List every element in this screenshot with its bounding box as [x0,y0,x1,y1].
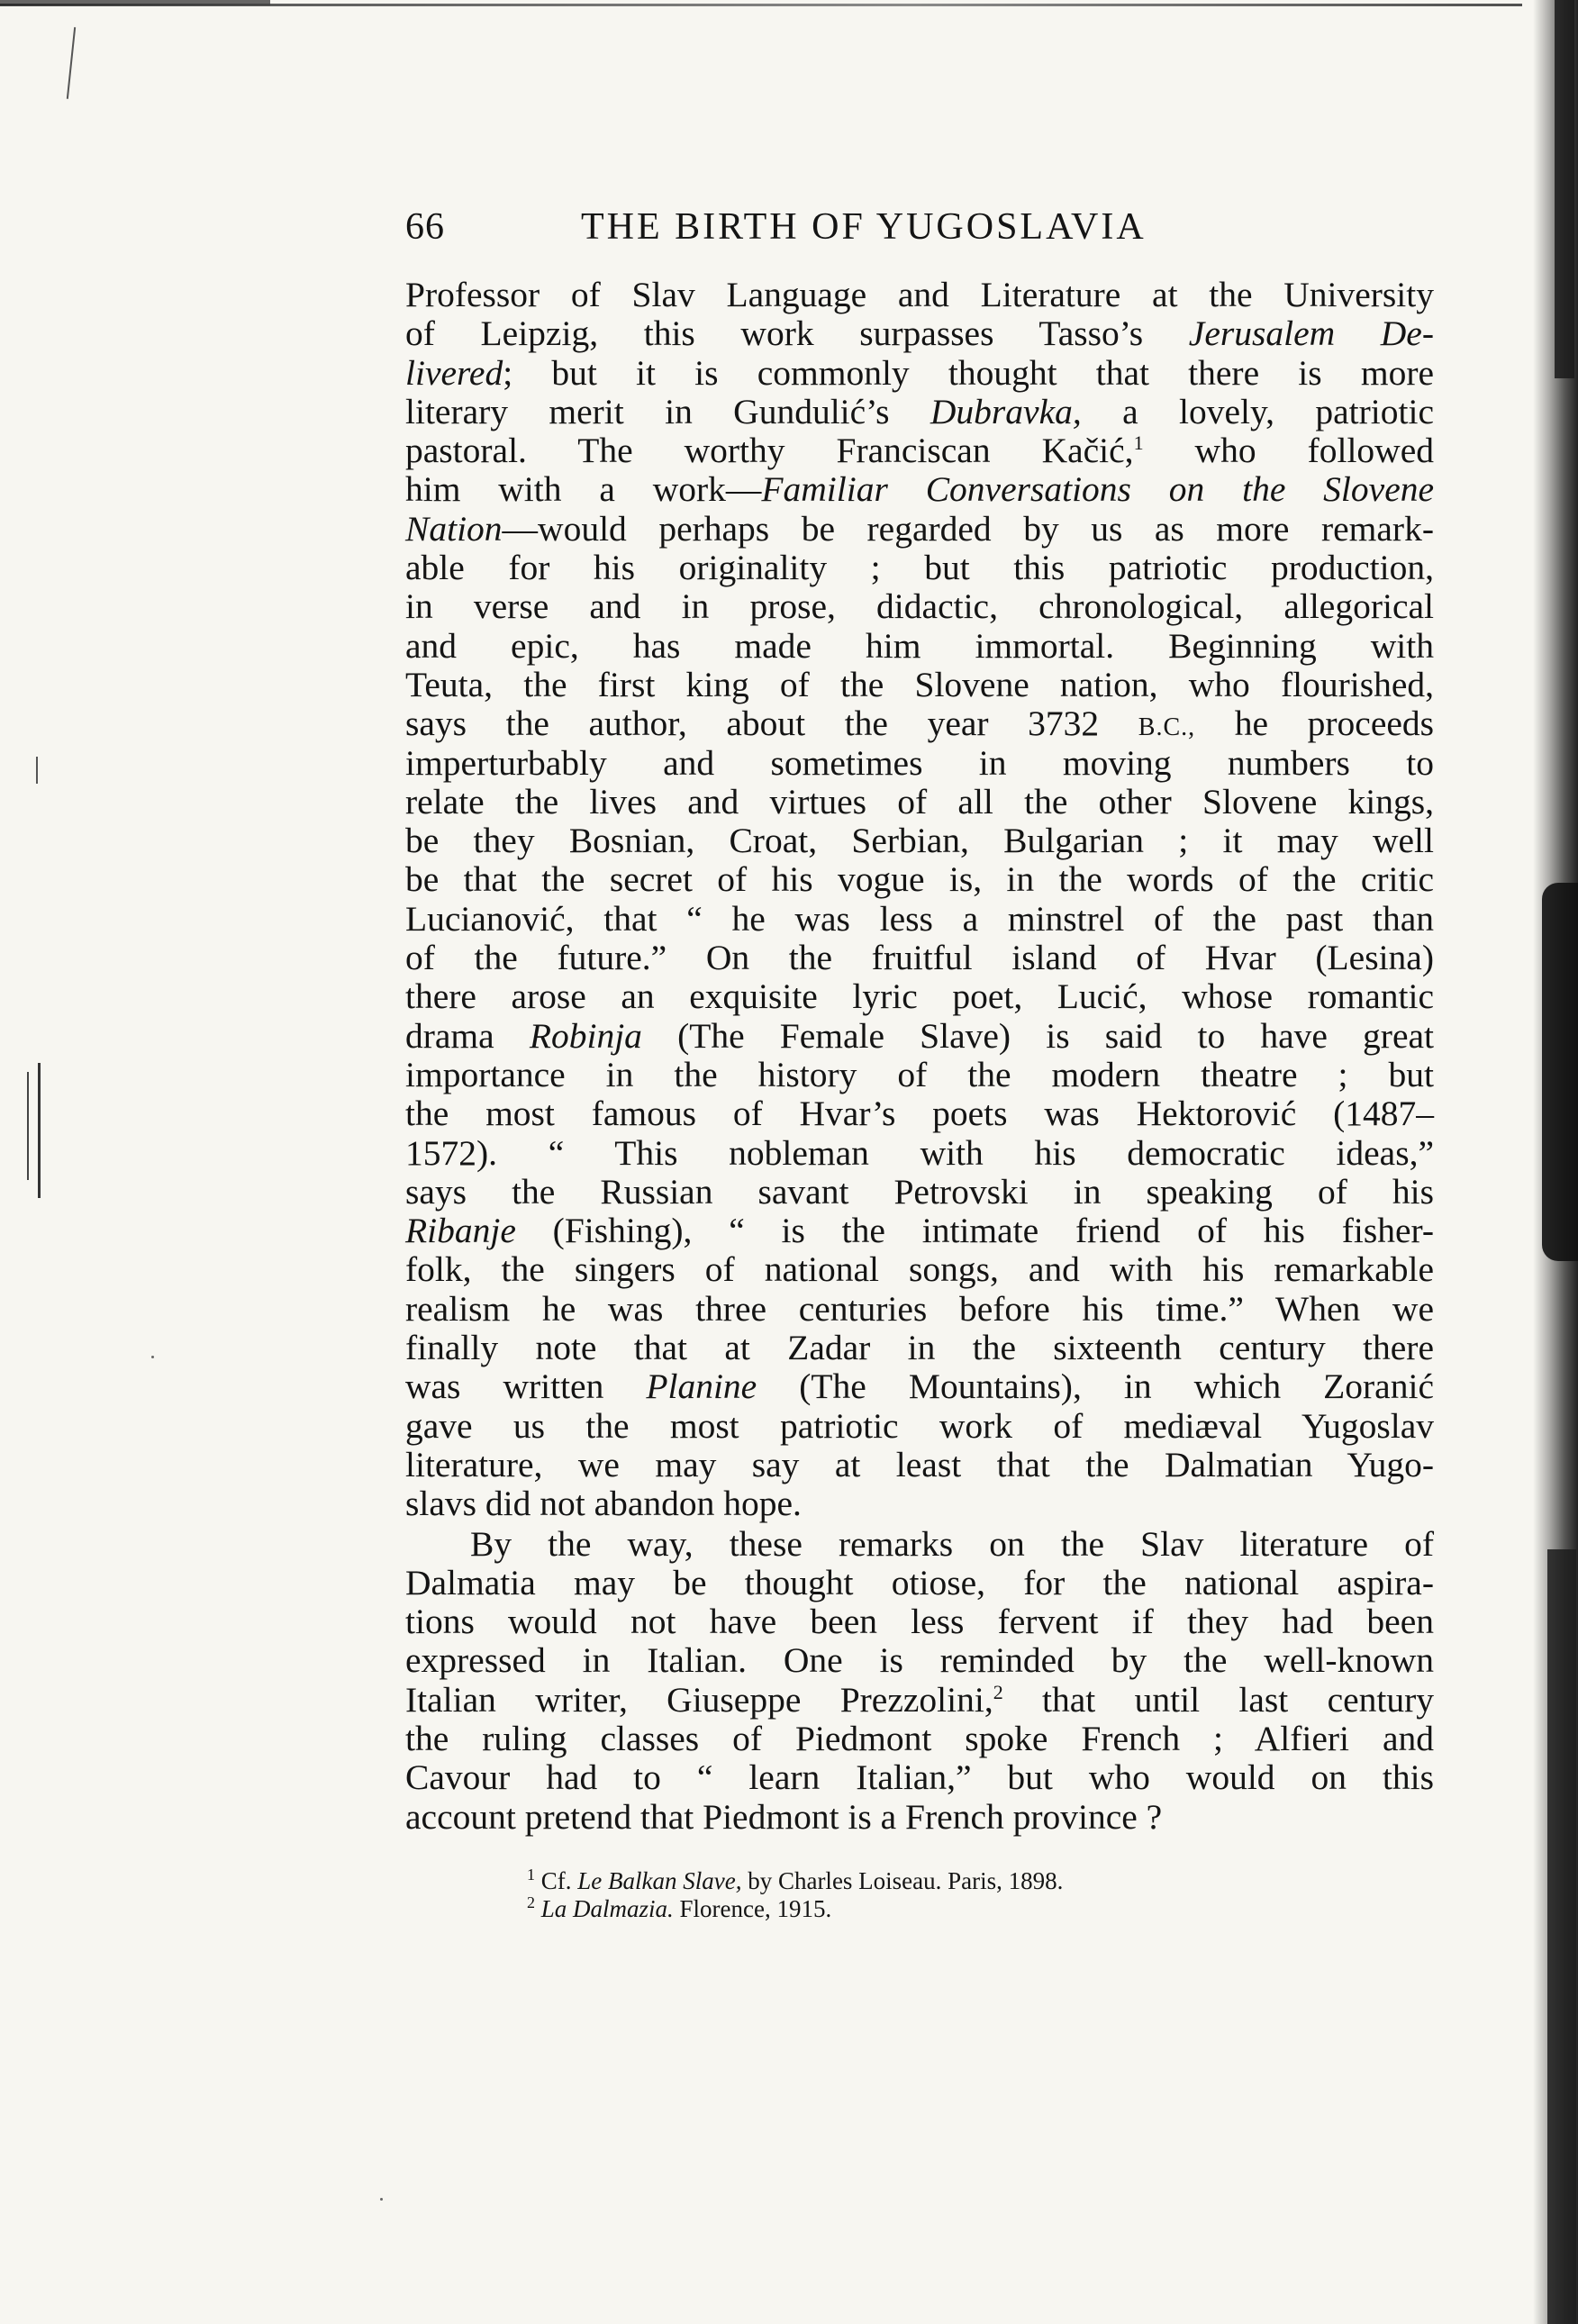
text-run: he proceeds [1195,704,1435,744]
text-run: finally note that at Zadar in the sixteenth century there [405,1328,1434,1368]
text-line [405,1250,1434,1289]
text-line [405,587,1434,626]
text-run: the ruling classes of Piedmont spoke French ; Alfieri and [405,1718,1434,1758]
text-run: the most famous of Hvar’s poets was Hektorović (1487– [405,1094,1434,1134]
text-run: realism he was three centuries before his time.” When we [405,1288,1434,1329]
paragraph-2 [405,1525,1434,1837]
text-run: (The Mountains), in which Zoranić [757,1366,1434,1407]
margin-mark [67,27,76,99]
text-line [405,510,1434,549]
text-line [405,822,1434,860]
text-run: Professor of Slav Language and Literature at the University [405,275,1434,314]
footnote-marker: 1 [527,1866,535,1884]
text-run: who followed [1143,431,1434,471]
body-text [405,276,1434,1837]
page-number: 66 [405,206,445,248]
text-run: expressed in Italian. One is reminded by the well-known [405,1640,1434,1681]
text-run: relate the lives and virtues of all the other Slovene kings, [405,781,1434,822]
margin-mark [27,1072,29,1180]
text-run: of the future.” On the fruitful island of Hvar (Lesina) [405,938,1434,978]
margin-mark [38,1063,41,1198]
italic-text: Ribanje [405,1211,516,1251]
text-run: of Leipzig, this work surpasses Tasso’s [405,313,1189,354]
text-line [405,1407,1434,1446]
text-line [405,393,1434,431]
text-line [405,783,1434,822]
text-line [405,1290,1434,1329]
italic-text: Nation [405,508,503,549]
text-line [405,1681,1434,1720]
text-line [405,1758,1434,1797]
text-line [405,549,1434,587]
binding-shadow-bottom [1547,1549,1576,2324]
italic-text: Familiar Conversations on the Slovene [761,469,1435,510]
text-run: slavs did not abandon hope. [405,1484,802,1524]
margin-mark [36,757,38,784]
text-line [405,1720,1434,1758]
text-run: Florence, 1915. [673,1895,832,1922]
text-line [405,1212,1434,1250]
binding-shadow-middle [1542,883,1578,1261]
text-line [405,1798,1434,1837]
text-run: pastoral. The worthy Franciscan Kačić, [405,431,1134,471]
footnote-marker: 2 [993,1680,1003,1703]
text-line [405,1525,1434,1564]
text-line [405,900,1434,939]
text-run: literary merit in Gundulić’s [405,391,930,431]
text-line [405,431,1434,470]
text-run: account pretend that Piedmont is a French province ? [405,1796,1163,1837]
italic-text: Le Balkan Slave, [577,1867,742,1894]
text-run: (Fishing), “ is the intimate friend of his fisher- [515,1211,1434,1251]
text-line [405,276,1434,314]
text-run: ; but it is commonly thought that there is more [503,352,1434,393]
text-run: tions would not have been less fervent if they had been [405,1602,1434,1642]
text-run: Cf. [535,1867,578,1894]
text-run: was written [405,1366,647,1407]
text-run: Italian writer, Giuseppe Prezzolini, [405,1679,993,1720]
text-line [405,470,1434,509]
text-run: By the way, these remarks on the Slav literature of [470,1523,1434,1564]
text-run: that until last century [1002,1679,1435,1720]
footnotes [527,1867,1338,1923]
text-run: (The Female Slave) is said to have great [641,1015,1434,1056]
text-run: 1572). “ This nobleman with his democratic ideas,” [405,1132,1434,1173]
text-run: Cavour had to “ learn Italian,” but who would on this [405,1757,1434,1798]
text-line [405,1134,1434,1173]
text-run: Teuta, the first king of the Slovene nation, who flourished, [405,664,1434,704]
text-line [405,1329,1434,1367]
text-line [405,1641,1434,1680]
text-run: be they Bosnian, Croat, Serbian, Bulgarian ; it may well [405,821,1434,861]
footnote-marker: 2 [527,1893,535,1911]
italic-text: Planine [646,1366,757,1407]
text-run: a lovely, patriotic [1081,391,1434,431]
text-run: him with a work— [405,469,762,510]
text-line [405,860,1434,899]
text-run: says the author, about the year 3732 [405,704,1138,744]
margin-speck [380,2198,383,2201]
margin-speck [151,1356,154,1358]
text-line [405,704,1434,743]
binding-shadow-top [1555,0,1574,378]
text-run: able for his originality ; but this patriotic production, [405,548,1434,588]
text-run: literature, we may say at least that the Dalmatian Yugo- [405,1444,1434,1484]
footnote-list [527,1867,1338,1923]
text-line [405,1056,1434,1094]
text-run: imperturbably and sometimes in moving numbers to [405,742,1434,783]
running-title: THE BIRTH OF YUGOSLAVIA [581,206,1147,248]
text-line [405,1484,1434,1523]
footnote [527,1867,1338,1895]
text-line [405,1564,1434,1602]
text-line [405,666,1434,704]
text-run: folk, the singers of national songs, and with his remarkable [405,1249,1434,1290]
text-run: Dalmatia may be thought otiose, for the national aspira- [405,1562,1434,1602]
text-run: Lucianović, that “ he was less a minstrel of the past than [405,898,1434,939]
text-line [405,354,1434,393]
text-run: there arose an exquisite lyric poet, Lucić, whose romantic [405,976,1434,1017]
text-line [405,939,1434,977]
text-line [405,314,1434,353]
text-run: and epic, has made him immortal. Beginning with [405,625,1434,666]
text-run: importance in the history of the modern theatre ; but [405,1054,1434,1094]
text-run: be that the secret of his vogue is, in the words of the critic [405,859,1434,900]
text-line [405,1094,1434,1133]
scan-top-rule [0,4,1522,6]
text-run [535,1895,541,1922]
text-line [405,1017,1434,1056]
italic-text: Jerusalem De- [1188,313,1434,354]
text-line [405,977,1434,1016]
text-line [405,627,1434,666]
page-header [405,205,1434,250]
italic-text: Dubravka, [930,391,1082,431]
text-run: in verse and in prose, didactic, chronological, allegorical [405,586,1434,627]
small-caps-text: B.C., [1138,713,1196,742]
paragraph-1 [405,276,1434,1524]
footnote-marker: 1 [1133,431,1144,455]
text-line [405,1367,1434,1406]
footnote [527,1895,1338,1923]
text-run: gave us the most patriotic work of mediæval Yugoslav [405,1405,1434,1446]
text-line [405,1173,1434,1212]
italic-text: Robinja [529,1015,642,1056]
text-run: —would perhaps be regarded by us as more remark- [502,508,1434,549]
text-run: says the Russian savant Petrovski in speaking of his [405,1171,1434,1212]
text-run: drama [405,1015,530,1056]
italic-text: livered [405,352,503,393]
text-run: by Charles Loiseau. Paris, 1898. [741,1867,1064,1894]
text-line [405,1446,1434,1484]
text-line [405,744,1434,783]
italic-text: La Dalmazia. [540,1895,674,1922]
text-line [405,1602,1434,1641]
